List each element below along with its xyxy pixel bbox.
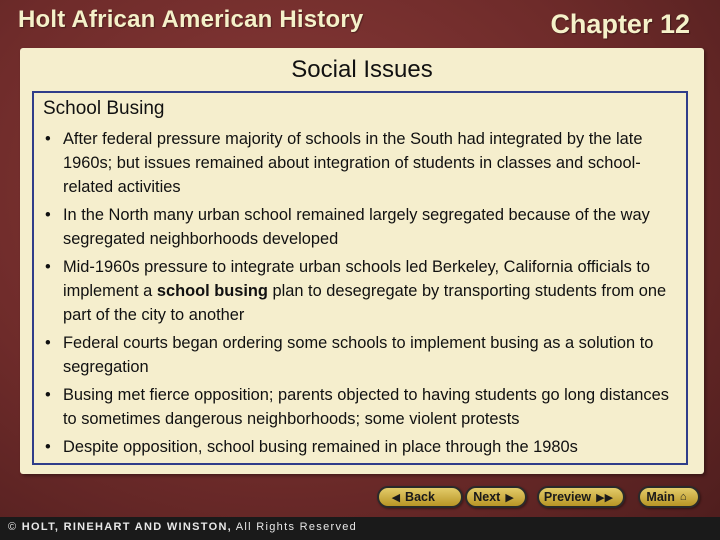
bullet-dot-icon: • xyxy=(45,386,51,404)
bullet-dot-icon: • xyxy=(45,258,51,276)
bullet-item xyxy=(43,331,683,379)
copyright-icon: © xyxy=(8,521,18,533)
key-term: school busing xyxy=(156,282,268,300)
home-icon: ⌂ xyxy=(679,491,687,503)
bullet-dot-icon: • xyxy=(45,130,51,148)
bullet-text-after: plan to desegregate by transporting students from one part of the city to another xyxy=(63,282,667,324)
next-label: Next xyxy=(473,490,501,504)
rights-text: All Rights Reserved xyxy=(235,521,358,533)
preview-button[interactable] xyxy=(537,486,625,508)
main-label: Main xyxy=(646,490,675,504)
next-button[interactable] xyxy=(465,486,527,508)
section-heading: School Busing xyxy=(43,98,165,119)
back-button[interactable] xyxy=(377,486,463,508)
publisher-name: HOLT, RINEHART AND WINSTON, xyxy=(21,521,233,533)
back-label: Back xyxy=(405,490,435,504)
bullet-dot-icon: • xyxy=(45,206,51,224)
bullet-list xyxy=(43,127,683,463)
course-title: Holt African American History xyxy=(18,6,364,33)
bullet-item xyxy=(43,255,683,327)
bullet-item xyxy=(43,203,683,251)
footer-bar xyxy=(0,517,720,540)
slide-title: Social Issues xyxy=(291,56,433,83)
bullet-item xyxy=(43,383,683,431)
chevron-left-icon: ◀ xyxy=(391,491,401,504)
bullet-text: Despite opposition, school busing remained in place through the 1980s xyxy=(63,438,578,456)
chapter-title: Chapter 12 xyxy=(550,9,690,39)
bullet-text-before: Mid-1960s pressure to integrate urban schools led Berkeley, California officials to implement a xyxy=(63,258,651,300)
content-box xyxy=(32,91,688,465)
bullet-text: Busing met fierce opposition; parents objected to having students go long distances to sometimes dangerous neighborhoods; some violent protests xyxy=(63,386,669,428)
bullet-dot-icon: • xyxy=(45,334,51,352)
preview-label: Preview xyxy=(543,490,592,504)
content-panel xyxy=(20,48,704,474)
bullet-dot-icon: • xyxy=(45,438,51,456)
bullet-item xyxy=(43,435,683,459)
bullet-text: Federal courts began ordering some schools to implement busing as a solution to segregation xyxy=(63,334,654,376)
bullet-item xyxy=(43,127,683,199)
main-button[interactable] xyxy=(638,486,700,508)
bullet-text: In the North many urban school remained largely segregated because of the way segregated neighborhoods developed xyxy=(63,206,650,248)
copyright-notice xyxy=(8,521,357,533)
chevron-right-icon: ▶ xyxy=(505,491,514,504)
bullet-text: After federal pressure majority of schools in the South had integrated by the late 1960s; but issues remained about integration of students in classes and school-related activities xyxy=(63,130,643,196)
preview-arrows-icon: ▶▶ xyxy=(596,491,614,504)
